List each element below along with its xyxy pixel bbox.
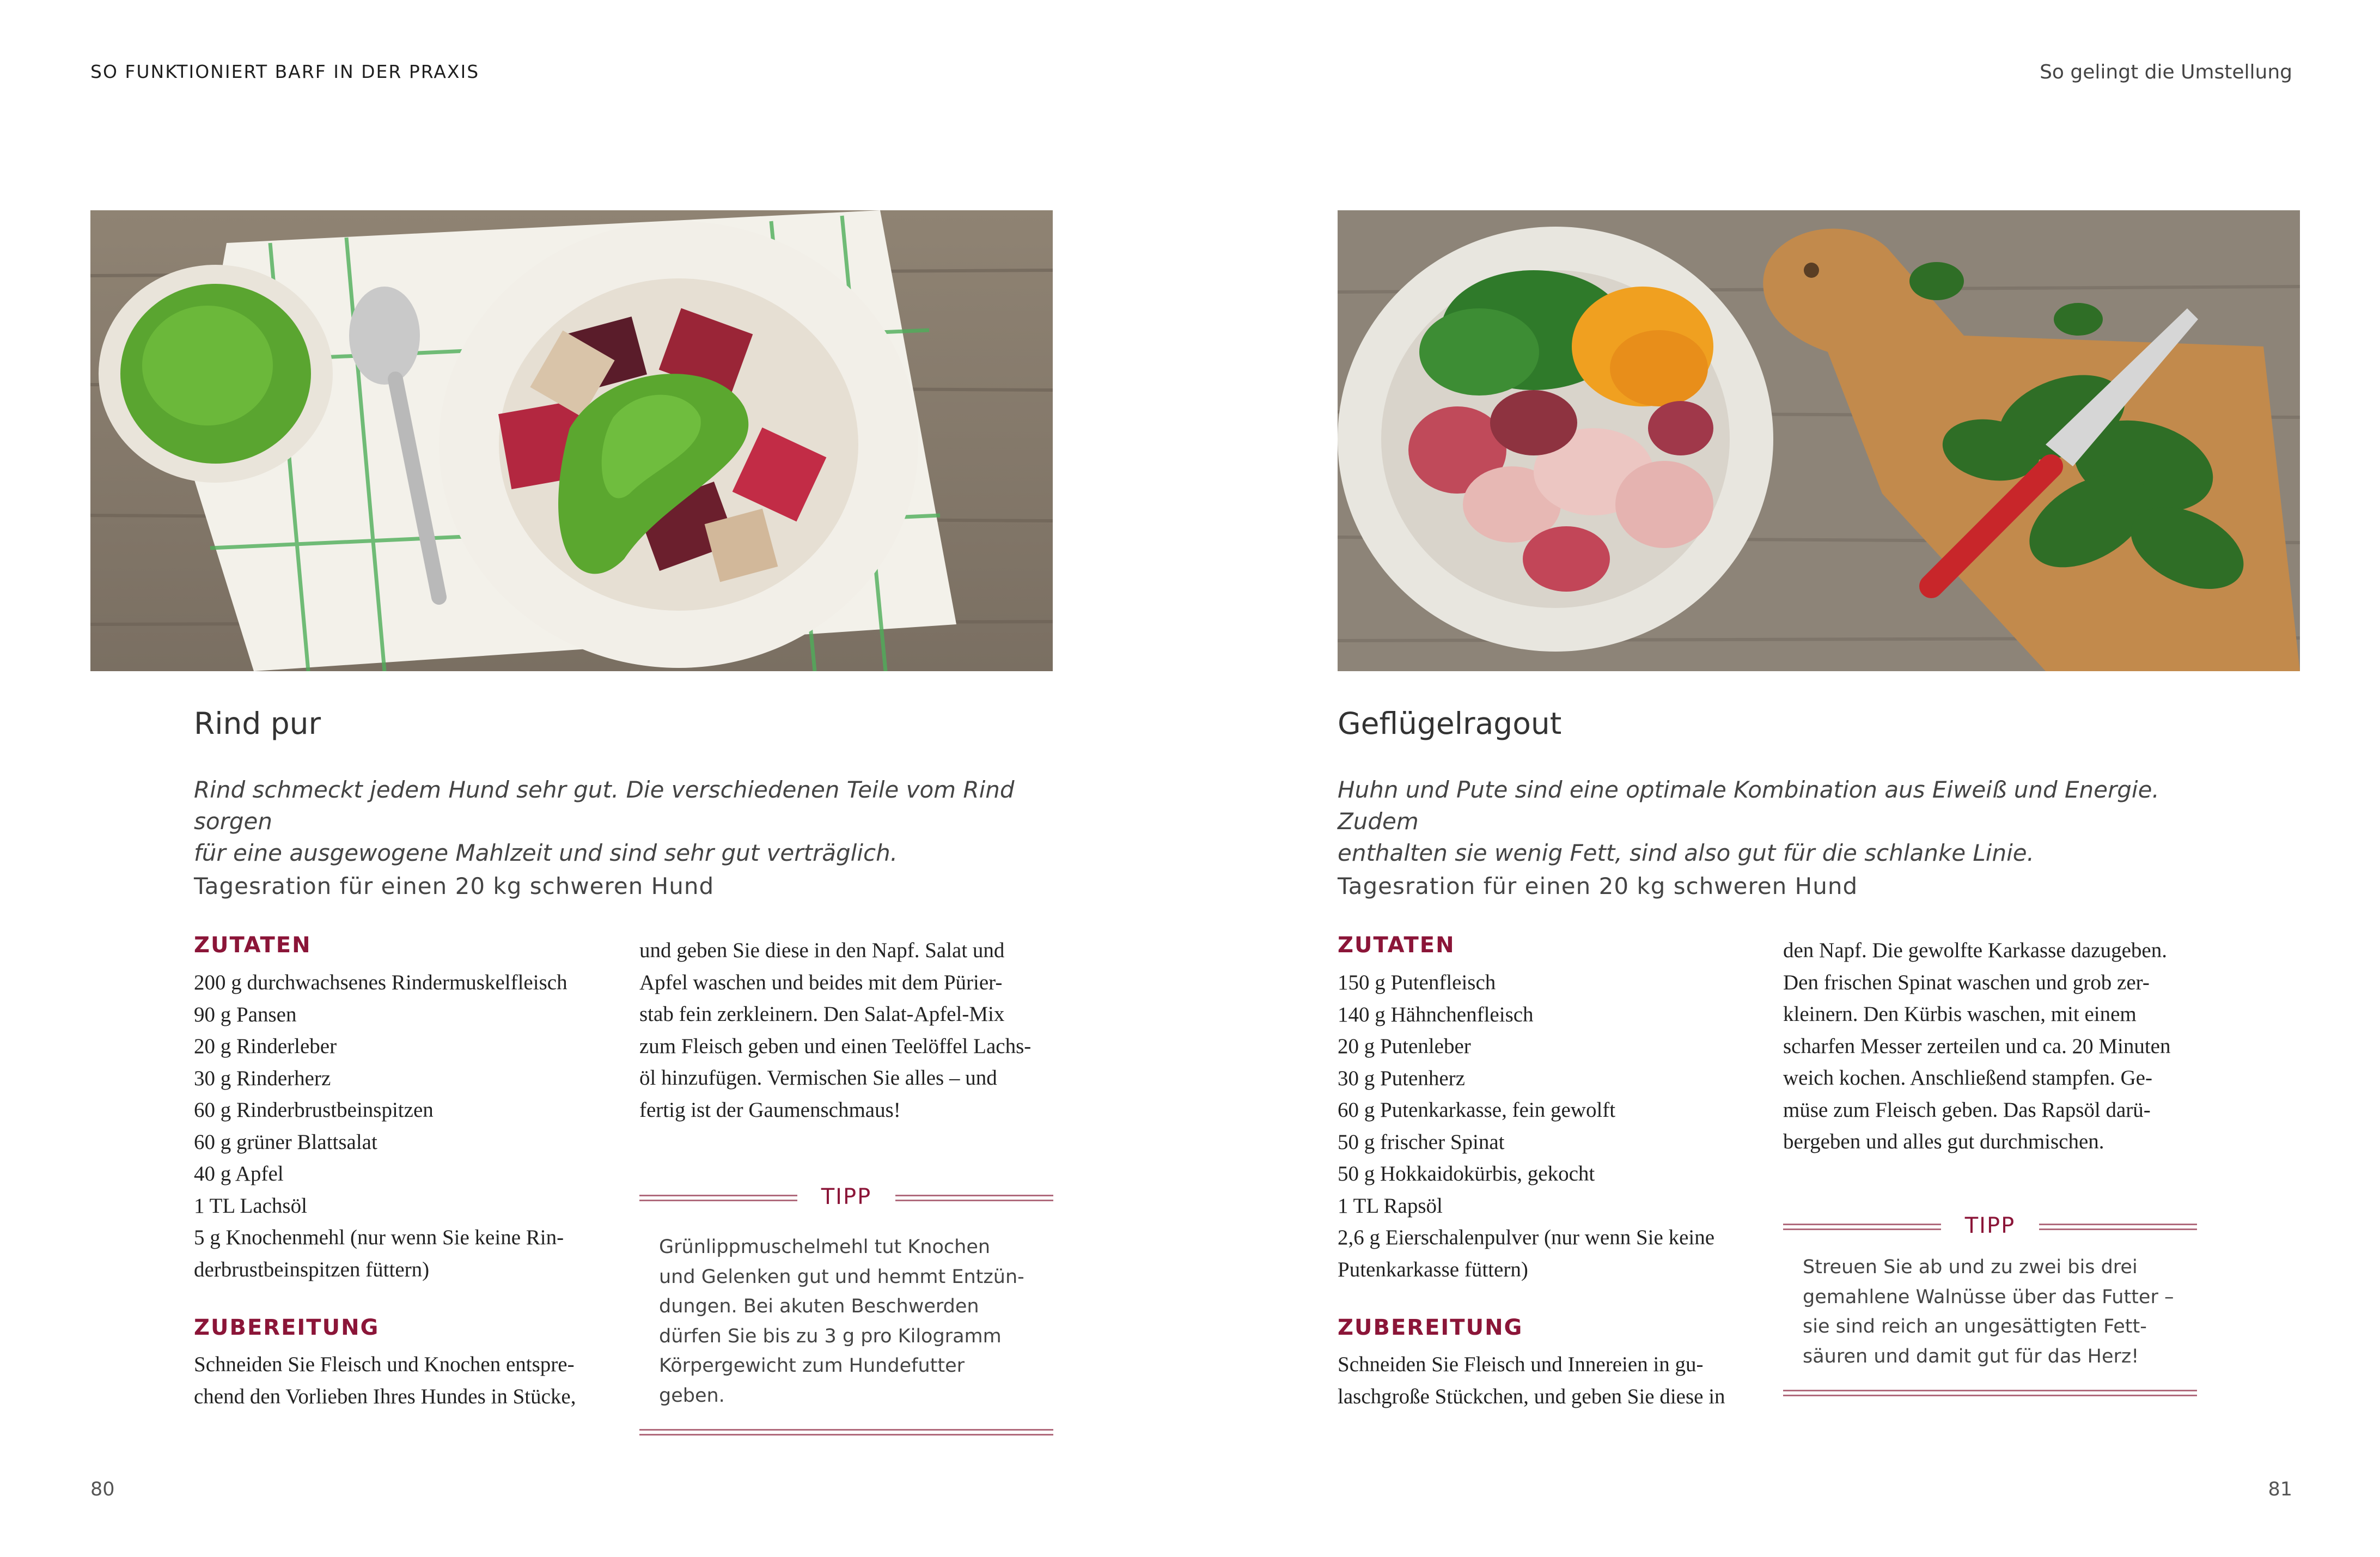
text-line: bergeben und alles gut durchmischen. (1783, 1130, 2104, 1153)
list-item: 60 g Rinderbrustbeinspitzen (194, 1098, 434, 1122)
ration-right: Tagesration für einen 20 kg schweren Hund (1338, 873, 1858, 899)
intro-right (1338, 774, 2187, 869)
photo-poultry-bowl (1338, 210, 2300, 671)
list-item: 200 g durchwachsenes Rindermuskelfleisch (194, 971, 567, 994)
text-line: Den frischen Spinat waschen und grob zer- (1783, 970, 2150, 994)
list-item: 140 g Hähnchenfleisch (1338, 1002, 1534, 1026)
text-line: stab fein zerkleinern. Den Salat-Apfel-Mix (639, 1002, 1005, 1026)
prep-heading-left: ZUBEREITUNG (194, 1315, 380, 1340)
list-item: 30 g Rinderherz (194, 1066, 331, 1090)
tip-box-right (1783, 1213, 2197, 1396)
intro-line: für eine ausgewogene Mahlzeit und sind sehr gut verträglich. (194, 840, 898, 866)
text-line: Apfel waschen und beides mit dem Pürier- (639, 970, 1003, 994)
intro-line: Huhn und Pute sind eine optimale Kombination aus Eiweiß und Energie. Zudem (1338, 776, 2159, 835)
text-line: den Napf. Die gewolfte Karkasse dazugeben. (1783, 939, 2167, 962)
text-line: müse zum Fleisch geben. Das Rapsöl darü- (1783, 1098, 2151, 1122)
list-item: derbrustbeinspitzen füttern) (194, 1257, 430, 1281)
prep-text-left-col1 (194, 1349, 576, 1413)
text-line: gemahlene Walnüsse über das Futter – (1803, 1286, 2174, 1308)
tip-footer-rule (1783, 1390, 2197, 1396)
tip-header (639, 1184, 1053, 1212)
list-item: 60 g grüner Blattsalat (194, 1130, 377, 1154)
text-line: Schneiden Sie Fleisch und Innereien in gu- (1338, 1353, 1704, 1376)
list-item: 1 TL Lachsöl (194, 1194, 307, 1218)
page-number-left: 80 (90, 1479, 115, 1500)
tip-box-left (639, 1184, 1053, 1436)
text-line: fertig ist der Gaumenschmaus! (639, 1098, 901, 1122)
text-line: Schneiden Sie Fleisch und Knochen entspre- (194, 1353, 575, 1376)
list-item: 1 TL Rapsöl (1338, 1194, 1443, 1218)
list-item: 2,6 g Eierschalenpulver (nur wenn Sie keine (1338, 1226, 1715, 1249)
text-line: Streuen Sie ab und zu zwei bis drei (1803, 1256, 2138, 1278)
tip-label: TIPP (821, 1184, 872, 1209)
text-line: sie sind reich an ungesättigten Fett- (1803, 1316, 2147, 1337)
text-line: öl hinzufügen. Vermischen Sie alles – und (639, 1066, 997, 1090)
text-line: chend den Vorlieben Ihres Hundes in Stücke, (194, 1384, 576, 1408)
intro-left (194, 774, 1043, 869)
text-line: dungen. Bei akuten Beschwerden (659, 1296, 979, 1317)
recipe-title-left: Rind pur (194, 706, 321, 741)
list-item: 150 g Putenfleisch (1338, 971, 1496, 994)
prep-text-left-col2 (639, 935, 1031, 1126)
list-item: Putenkarkasse füttern) (1338, 1257, 1528, 1281)
list-item: 20 g Rinderleber (194, 1035, 337, 1058)
text-line: scharfen Messer zerteilen und ca. 20 Minuten (1783, 1034, 2171, 1058)
tip-label: TIPP (1964, 1213, 2016, 1238)
prep-heading-right: ZUBEREITUNG (1338, 1315, 1523, 1340)
ingredients-heading-right: ZUTATEN (1338, 933, 1455, 958)
photo-beef-bowl (90, 210, 1053, 671)
page-number-right: 81 (2268, 1479, 2292, 1500)
text-line: weich kochen. Anschließend stampfen. Ge- (1783, 1066, 2152, 1090)
ingredients-list-left (194, 967, 567, 1286)
running-header-right: So gelingt die Umstellung (2040, 61, 2292, 83)
ingredients-list-right (1338, 967, 1714, 1286)
text-line: Körpergewicht zum Hundefutter geben. (659, 1355, 965, 1407)
running-header-left: SO FUNKTIONIERT BARF IN DER PRAXIS (90, 61, 480, 82)
ration-left: Tagesration für einen 20 kg schweren Hund (194, 873, 715, 899)
text-line: zum Fleisch geben und einen Teelöffel Lachs- (639, 1034, 1032, 1058)
text-line: säuren und damit gut für das Herz! (1803, 1345, 2139, 1367)
prep-text-right-col2 (1783, 935, 2170, 1158)
intro-line: Rind schmeckt jedem Hund sehr gut. Die verschiedenen Teile vom Rind sorgen (194, 776, 1015, 835)
list-item: 50 g frischer Spinat (1338, 1130, 1505, 1154)
list-item: 50 g Hokkaidokürbis, gekocht (1338, 1162, 1595, 1185)
intro-line: enthalten sie wenig Fett, sind also gut für die schlanke Linie. (1338, 840, 2034, 866)
prep-text-right-col1 (1338, 1349, 1725, 1413)
list-item: 40 g Apfel (194, 1162, 284, 1185)
list-item: 20 g Putenleber (1338, 1035, 1471, 1058)
ingredients-heading-left: ZUTATEN (194, 933, 312, 958)
tip-footer-rule (639, 1429, 1053, 1436)
tip-text (639, 1212, 1053, 1429)
text-line: kleinern. Den Kürbis waschen, mit einem (1783, 1002, 2137, 1026)
text-line: laschgroße Stückchen, und geben Sie diese in (1338, 1384, 1725, 1408)
tip-text (1783, 1240, 2197, 1390)
list-item: 30 g Putenherz (1338, 1066, 1465, 1090)
list-item: 90 g Pansen (194, 1002, 297, 1026)
text-line: und geben Sie diese in den Napf. Salat und (639, 939, 1005, 962)
recipe-title-right: Geflügelragout (1338, 706, 1562, 741)
tip-header (1783, 1213, 2197, 1240)
list-item: 60 g Putenkarkasse, fein gewolft (1338, 1098, 1616, 1122)
text-line: Grünlippmuschelmehl tut Knochen (659, 1236, 991, 1258)
text-line: und Gelenken gut und hemmt Entzün- (659, 1266, 1024, 1288)
text-line: dürfen Sie bis zu 3 g pro Kilogramm (659, 1325, 1002, 1347)
list-item: 5 g Knochenmehl (nur wenn Sie keine Rin- (194, 1226, 564, 1249)
